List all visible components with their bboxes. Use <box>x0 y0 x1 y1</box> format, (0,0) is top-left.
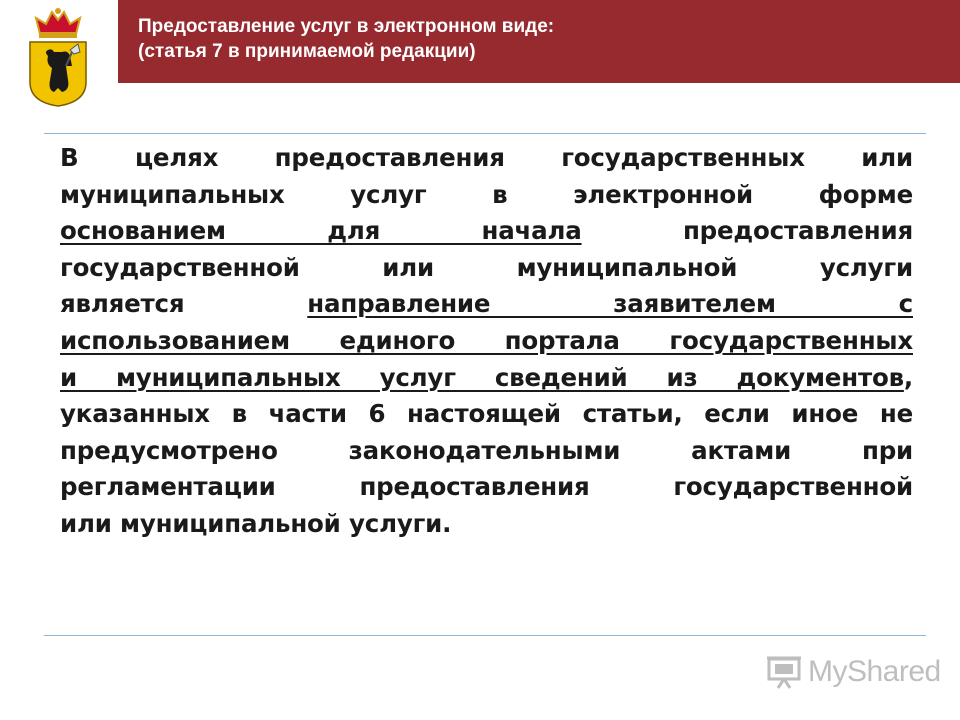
body-line-3 <box>60 213 913 250</box>
body-line-9: предусмотрено законодательными актами при <box>60 435 913 465</box>
body-line-6: использованием единого портала государственных <box>60 325 913 355</box>
body-line-4: государственной или муниципальной услуги <box>60 252 913 282</box>
yaroslavl-coat-of-arms-icon <box>18 6 98 110</box>
watermark <box>766 652 941 692</box>
underlined-phrase: направление заявителем с <box>307 289 913 319</box>
body-line-5-start: является <box>60 289 308 319</box>
title-line-1: Предоставление услуг в электронном виде: <box>138 16 555 37</box>
body-line-10: регламентации предоставления государственной <box>60 472 913 502</box>
underlined-phrase: и муниципальных услуг сведений из документов <box>60 362 904 392</box>
title-line-2: (статья 7 в принимаемой редакции) <box>138 41 476 62</box>
body-line-7 <box>60 360 913 397</box>
underlined-phrase: основанием для начала <box>60 216 582 246</box>
title-banner <box>118 0 960 83</box>
body-line-1: В целях предоставления государственных или <box>60 143 913 172</box>
presentation-board-icon <box>766 655 802 689</box>
body-line-5 <box>60 286 913 323</box>
body-line-7-rest: , <box>903 362 913 392</box>
body-line-11: или муниципальной услуги. <box>60 508 452 538</box>
watermark-text: MyShared <box>808 655 941 688</box>
body-line-8: указанных в части 6 настоящей статьи, если иное не <box>60 399 913 429</box>
body-text <box>60 140 913 543</box>
top-divider <box>44 133 926 134</box>
bottom-divider <box>44 635 926 636</box>
body-line-2: муниципальных услуг в электронной форме <box>60 179 913 209</box>
body-line-3-rest: предоставления <box>581 216 913 246</box>
